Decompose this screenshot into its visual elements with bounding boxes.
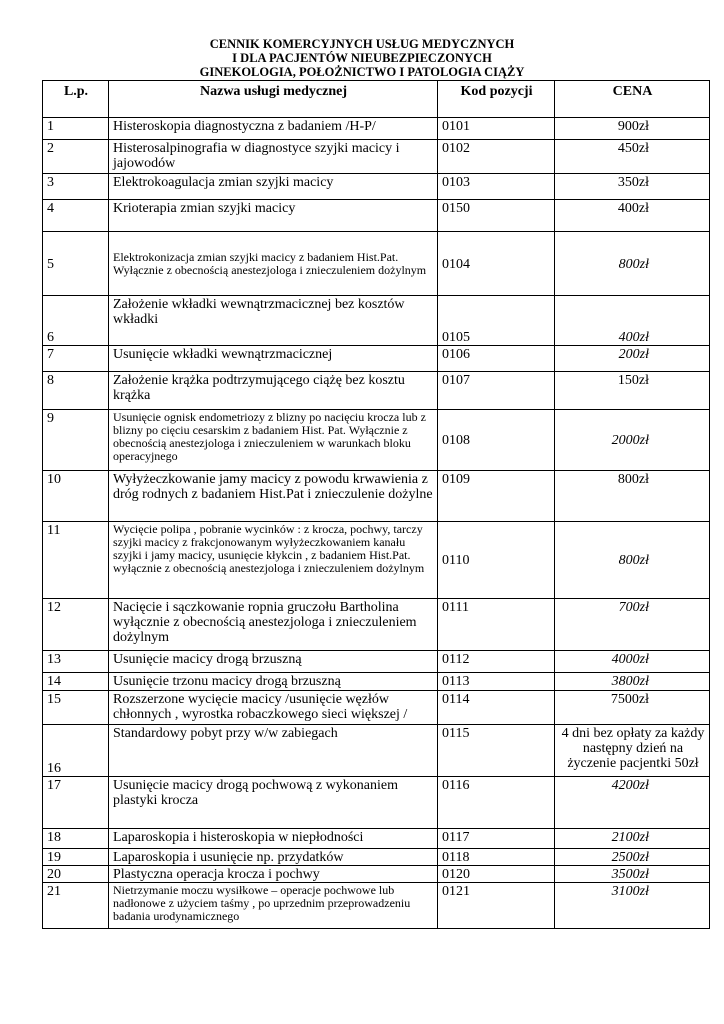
table-row [43,829,710,849]
row-name: Usunięcie trzonu macicy drogą brzuszną [109,673,438,691]
row-price: 2500zł [555,849,710,866]
column-header-price: CENA [555,81,710,118]
row-name: Usunięcie ognisk endometriozy z blizny po nacięciu krocza lub z blizny po cięciu cesarskim z badaniem Hist. Pat. Wyłącznie z obecnością anestezjologa i znieczuleniem w warunkach bloku operacyjnego [109,410,438,471]
row-lp: 16 [43,725,109,777]
table-row [43,140,710,174]
row-code: 0120 [438,866,555,883]
row-name: Plastyczna operacja krocza i pochwy [109,866,438,883]
row-price: 3100zł [555,883,710,929]
table-row [43,296,710,346]
row-price: 2100zł [555,829,710,849]
row-code: 0107 [438,372,555,410]
row-lp: 14 [43,673,109,691]
table-row [43,372,710,410]
row-code: 0101 [438,118,555,140]
row-code: 0106 [438,346,555,372]
row-lp: 3 [43,174,109,200]
row-name: Histerosalpinografia w diagnostyce szyjki macicy i jajowodów [109,140,438,174]
header-line-2: I DLA PACJENTÓW NIEUBEZPIECZONYCH [232,51,492,65]
row-code: 0110 [438,522,555,599]
row-price: 4200zł [555,777,710,829]
row-lp: 19 [43,849,109,866]
row-code: 0109 [438,471,555,522]
table-row [43,883,710,929]
row-code: 0105 [438,296,555,346]
row-price: 3500zł [555,866,710,883]
row-price: 800zł [555,522,710,599]
row-lp: 5 [43,232,109,296]
table-row [43,410,710,471]
row-name: Nietrzymanie moczu wysiłkowe – operacje pochwowe lub nadłonowe z użyciem taśmy , po uprzednim przeprowadzeniu badania urodynamicznego [109,883,438,929]
table-row [43,725,710,777]
row-code: 0115 [438,725,555,777]
table-row [43,651,710,673]
table-row [43,673,710,691]
row-name: Standardowy pobyt przy w/w zabiegach [109,725,438,777]
column-header-lp: L.p. [43,81,109,118]
row-lp: 7 [43,346,109,372]
row-price: 400zł [555,200,710,232]
row-name: Laparoskopia i usunięcie np. przydatków [109,849,438,866]
column-header-name: Nazwa usługi medycznej [109,81,438,118]
column-header-code: Kod pozycji [438,81,555,118]
row-price: 900zł [555,118,710,140]
row-lp: 9 [43,410,109,471]
row-name-line-2: Wyłącznie z obecnością anestezjologa i znieczuleniem dożylnym [113,263,427,277]
row-name-line-1: Elektrokonizacja zmian szyjki macicy z badaniem Hist.Pat. [113,250,399,264]
row-lp: 15 [43,691,109,725]
table-row [43,118,710,140]
row-price: 800zł [555,471,710,522]
row-lp: 10 [43,471,109,522]
table-row [43,849,710,866]
row-price: 450zł [555,140,710,174]
row-name [109,232,438,296]
row-name: Założenie wkładki wewnątrzmacicznej bez kosztów wkładki [109,296,438,346]
table-row [43,866,710,883]
row-lp: 4 [43,200,109,232]
table-row [43,691,710,725]
row-name: Usunięcie macicy drogą pochwową z wykonaniem plastyki krocza [109,777,438,829]
table-header-row [43,81,710,118]
row-code: 0108 [438,410,555,471]
table-row [43,777,710,829]
row-price: 4 dni bez opłaty za każdy następny dzień na życzenie pacjentki 50zł [555,725,710,777]
row-price: 7500zł [555,691,710,725]
row-code: 0102 [438,140,555,174]
table-row [43,599,710,651]
row-price: 150zł [555,372,710,410]
row-price: 400zł [555,296,710,346]
row-name: Laparoskopia i histeroskopia w niepłodności [109,829,438,849]
header-line-1: CENNIK KOMERCYJNYCH USŁUG MEDYCZNYCH [209,37,515,51]
row-price: 3800zł [555,673,710,691]
table-row [43,346,710,372]
row-name: Elektrokoagulacja zmian szyjki macicy [109,174,438,200]
row-price: 350zł [555,174,710,200]
row-lp: 11 [43,522,109,599]
row-lp: 20 [43,866,109,883]
row-lp: 12 [43,599,109,651]
row-name: Krioterapia zmian szyjki macicy [109,200,438,232]
row-lp: 17 [43,777,109,829]
row-name: Założenie krążka podtrzymującego ciążę bez kosztu krążka [109,372,438,410]
row-price: 200zł [555,346,710,372]
row-price: 4000zł [555,651,710,673]
row-name: Wyłyżeczkowanie jamy macicy z powodu krwawienia z dróg rodnych z badaniem Hist.Pat i znieczulenie dożylne [109,471,438,522]
row-code: 0117 [438,829,555,849]
row-name: Histeroskopia diagnostyczna z badaniem /H-P/ [109,118,438,140]
row-lp: 8 [43,372,109,410]
table-row [43,174,710,200]
row-code: 0104 [438,232,555,296]
row-lp: 1 [43,118,109,140]
table-row [43,522,710,599]
row-lp: 18 [43,829,109,849]
row-code: 0114 [438,691,555,725]
row-price: 800zł [555,232,710,296]
row-code: 0118 [438,849,555,866]
row-code: 0150 [438,200,555,232]
table-row [43,200,710,232]
row-name: Usunięcie macicy drogą brzuszną [109,651,438,673]
row-lp: 6 [43,296,109,346]
row-lp: 2 [43,140,109,174]
row-price: 700zł [555,599,710,651]
row-name: Usunięcie wkładki wewnątrzmacicznej [109,346,438,372]
header-line-3: GINEKOLOGIA, POŁOŻNICTWO I PATOLOGIA CIĄŻY [199,65,525,79]
row-name: Wycięcie polipa , pobranie wycinków : z krocza, pochwy, tarczy szyjki macicy z frakcjonowanym wyłyżeczkowaniem kanału szyjki i jamy macicy, usunięcie kłykcin , z badaniem Hist.Pat. wyłącznie z obecnością anestezjologa i znieczuleniem dożylnym [109,522,438,599]
row-code: 0121 [438,883,555,929]
row-code: 0111 [438,599,555,651]
row-name: Nacięcie i sączkowanie ropnia gruczołu Bartholina wyłącznie z obecnością anestezjologa i znieczuleniem dożylnym [109,599,438,651]
table-row [43,471,710,522]
row-code: 0103 [438,174,555,200]
row-lp: 21 [43,883,109,929]
row-code: 0113 [438,673,555,691]
row-price: 2000zł [555,410,710,471]
row-code: 0112 [438,651,555,673]
row-name: Rozszerzone wycięcie macicy /usunięcie węzłów chłonnych , wyrostka robaczkowego sieci większej / [109,691,438,725]
row-code: 0116 [438,777,555,829]
row-lp: 13 [43,651,109,673]
table-row [43,232,710,296]
price-table [42,80,710,929]
